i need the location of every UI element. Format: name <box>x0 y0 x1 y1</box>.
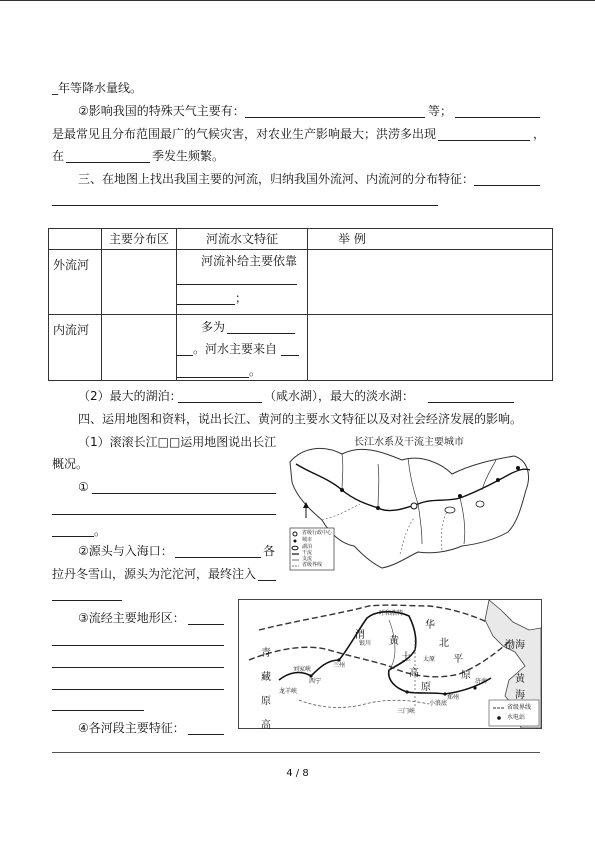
top-border <box>0 0 595 1</box>
text-segments: ④各河段主要特征： <box>78 721 185 735</box>
label-lanzhou: 兰州 <box>333 662 346 669</box>
label-huhehaote: 呼和浩特 <box>379 610 404 617</box>
label-xining: 西宁 <box>309 678 322 685</box>
label-yuan: 原 <box>261 696 271 707</box>
yellow-river-map-graphic <box>239 600 541 728</box>
text-special-weather: ②影响我国的特殊天气主要有： <box>78 104 245 118</box>
label-qing: 青 <box>261 648 271 659</box>
cell-exorheic-example[interactable] <box>308 250 553 315</box>
text-terrain: ③流经主要地形区： <box>78 611 185 625</box>
label-zang: 藏 <box>261 672 271 683</box>
yellow-legend-1: 省级界线 <box>507 704 532 711</box>
blank-sea-1[interactable] <box>258 580 276 581</box>
label-gao: 高 <box>261 720 271 731</box>
label-huanghai-1: 黄 <box>515 674 525 685</box>
table-header-example: 举 例 <box>308 229 553 250</box>
blank-special-weather[interactable] <box>245 117 425 118</box>
blank-disaster[interactable] <box>455 117 540 118</box>
yangtze-legend-5: 支流 <box>302 556 313 562</box>
label-jinan: 济南 <box>475 678 488 685</box>
label-zhengzhou: 郑州 <box>447 694 460 701</box>
section-four-heading: 四、运用地图和资料，说出长江、黄河的主要水文特征以及对社会经济发展的影响。 <box>78 412 523 426</box>
table-header-empty <box>49 229 102 250</box>
blank-terrain-4[interactable] <box>52 689 224 690</box>
table-row <box>49 250 553 315</box>
label-ping: 平 <box>453 654 463 665</box>
label-sanmenxia: 三门峡 <box>397 708 416 715</box>
blank-terrain-1[interactable] <box>188 624 224 625</box>
blank-terrain-2[interactable] <box>52 645 224 646</box>
text-disaster-desc: 是最常见且分布范围最广的气候灾害，对农业生产影响最大；洪涝多出现 <box>52 127 437 141</box>
blank-exorheic-supply-1[interactable] <box>177 284 297 285</box>
yangtze-legend-1: 省级行政中心 <box>302 530 333 536</box>
text-yangtze-intro: （1）滚滚长江□□运用地图说出长江 <box>78 435 277 449</box>
yangtze-legend-4: 干流 <box>302 550 313 556</box>
blank-endorheic-source[interactable] <box>281 355 299 356</box>
label-yinchuan: 银川 <box>359 640 372 647</box>
page-number: 4 / 8 <box>286 768 309 779</box>
blank-terrain-5[interactable] <box>52 710 144 711</box>
row-label-exorheic: 外流河 <box>49 250 102 315</box>
blank-exorheic-supply-2[interactable] <box>177 304 235 305</box>
text-largest-lake: （2）最大的湖泊： <box>78 389 182 403</box>
label-bohai: 渤海 <box>505 640 525 651</box>
blank-segments[interactable] <box>188 734 224 735</box>
text-comma: ， <box>533 127 546 141</box>
footer-rule <box>52 752 540 753</box>
label-yuan-3: 原 <box>461 670 471 681</box>
text-deng: 等； <box>428 104 453 118</box>
blank-river-feature-1[interactable] <box>474 185 540 186</box>
label-bei: 北 <box>439 638 449 649</box>
river-table <box>48 228 553 381</box>
label-gao-2: 高 <box>409 668 419 679</box>
text-geladandong: 拉丹冬雪山，源头为沱沱河，最终注入 <box>52 567 257 581</box>
table-row <box>49 315 553 381</box>
text-line-isohyet: _年等降水量线。 <box>52 81 143 95</box>
label-tu: 土 <box>401 652 411 663</box>
text-overview: 概况。 <box>52 457 89 471</box>
yangtze-legend-2: 城市 <box>302 537 313 543</box>
text-period: 。 <box>94 524 107 538</box>
text-largest-freshwater: （咸水湖），最大的淡水湖： <box>264 389 415 403</box>
blank-flood-region[interactable] <box>438 140 530 141</box>
cell-endorheic-example[interactable] <box>308 315 553 381</box>
cell-exorheic-feature[interactable]: 河流补给主要依靠 ； <box>177 250 308 315</box>
label-huang: 黄 <box>389 636 399 647</box>
yangtze-map-graphic <box>282 434 540 580</box>
blank-river-feature-2[interactable] <box>52 205 438 206</box>
section-three-heading: 三、在地图上找出我国主要的河流，归纳我国外流河、内流河的分布特征： <box>78 172 475 186</box>
text-item-1: ① <box>78 480 89 494</box>
blank-sea-2[interactable] <box>52 600 122 601</box>
text-zai: 在 <box>52 149 65 163</box>
yangtze-legend-6: 省级界线 <box>302 562 323 568</box>
table-header-feature: 河流水文特征 <box>177 229 308 250</box>
label-longyangxia: 龙羊峡 <box>279 688 298 695</box>
label-wei: 渭 <box>355 630 365 641</box>
row-label-endorheic: 内流河 <box>49 315 102 381</box>
cell-endorheic-feature[interactable]: 多为 。河水主要来自 。 <box>177 315 308 381</box>
blank-yangtze-overview-1[interactable] <box>92 493 276 494</box>
text-ge: 各 <box>263 544 276 558</box>
blank-yangtze-overview-3[interactable] <box>52 536 94 537</box>
blank-season[interactable] <box>66 162 150 163</box>
cell-exorheic-region[interactable] <box>102 250 177 315</box>
text-source-mouth: ②源头与入海口： <box>78 544 173 558</box>
label-taiyuan: 太原 <box>423 656 436 663</box>
yellow-legend-2: 水电站 <box>507 714 526 721</box>
blank-largest-freshwater[interactable] <box>428 402 514 403</box>
yangtze-map <box>282 434 540 580</box>
blank-largest-lake[interactable] <box>178 402 262 403</box>
label-xiaolangdi: 小浪底 <box>429 700 448 707</box>
blank-endorheic-type-2[interactable] <box>177 355 193 356</box>
label-yuan-2: 原 <box>421 682 431 693</box>
label-hua: 华 <box>425 620 435 631</box>
yangtze-map-title: 长江水系及干流主要城市 <box>354 437 464 448</box>
blank-yangtze-overview-2[interactable] <box>52 514 276 515</box>
blank-source-mouth[interactable] <box>175 557 261 558</box>
label-huanghai-2: 海 <box>515 690 525 701</box>
text-season: 季发生频繁。 <box>152 149 225 163</box>
label-liujiaxia: 刘家峡 <box>293 666 312 673</box>
yangtze-legend-3: 湖泊 <box>302 544 313 550</box>
cell-endorheic-region[interactable] <box>102 315 177 381</box>
blank-endorheic-type[interactable] <box>227 333 295 334</box>
yellow-river-map <box>238 599 542 729</box>
blank-terrain-3[interactable] <box>52 667 224 668</box>
table-header-region: 主要分布区 <box>102 229 177 250</box>
blank-endorheic-source-2[interactable] <box>177 377 249 378</box>
